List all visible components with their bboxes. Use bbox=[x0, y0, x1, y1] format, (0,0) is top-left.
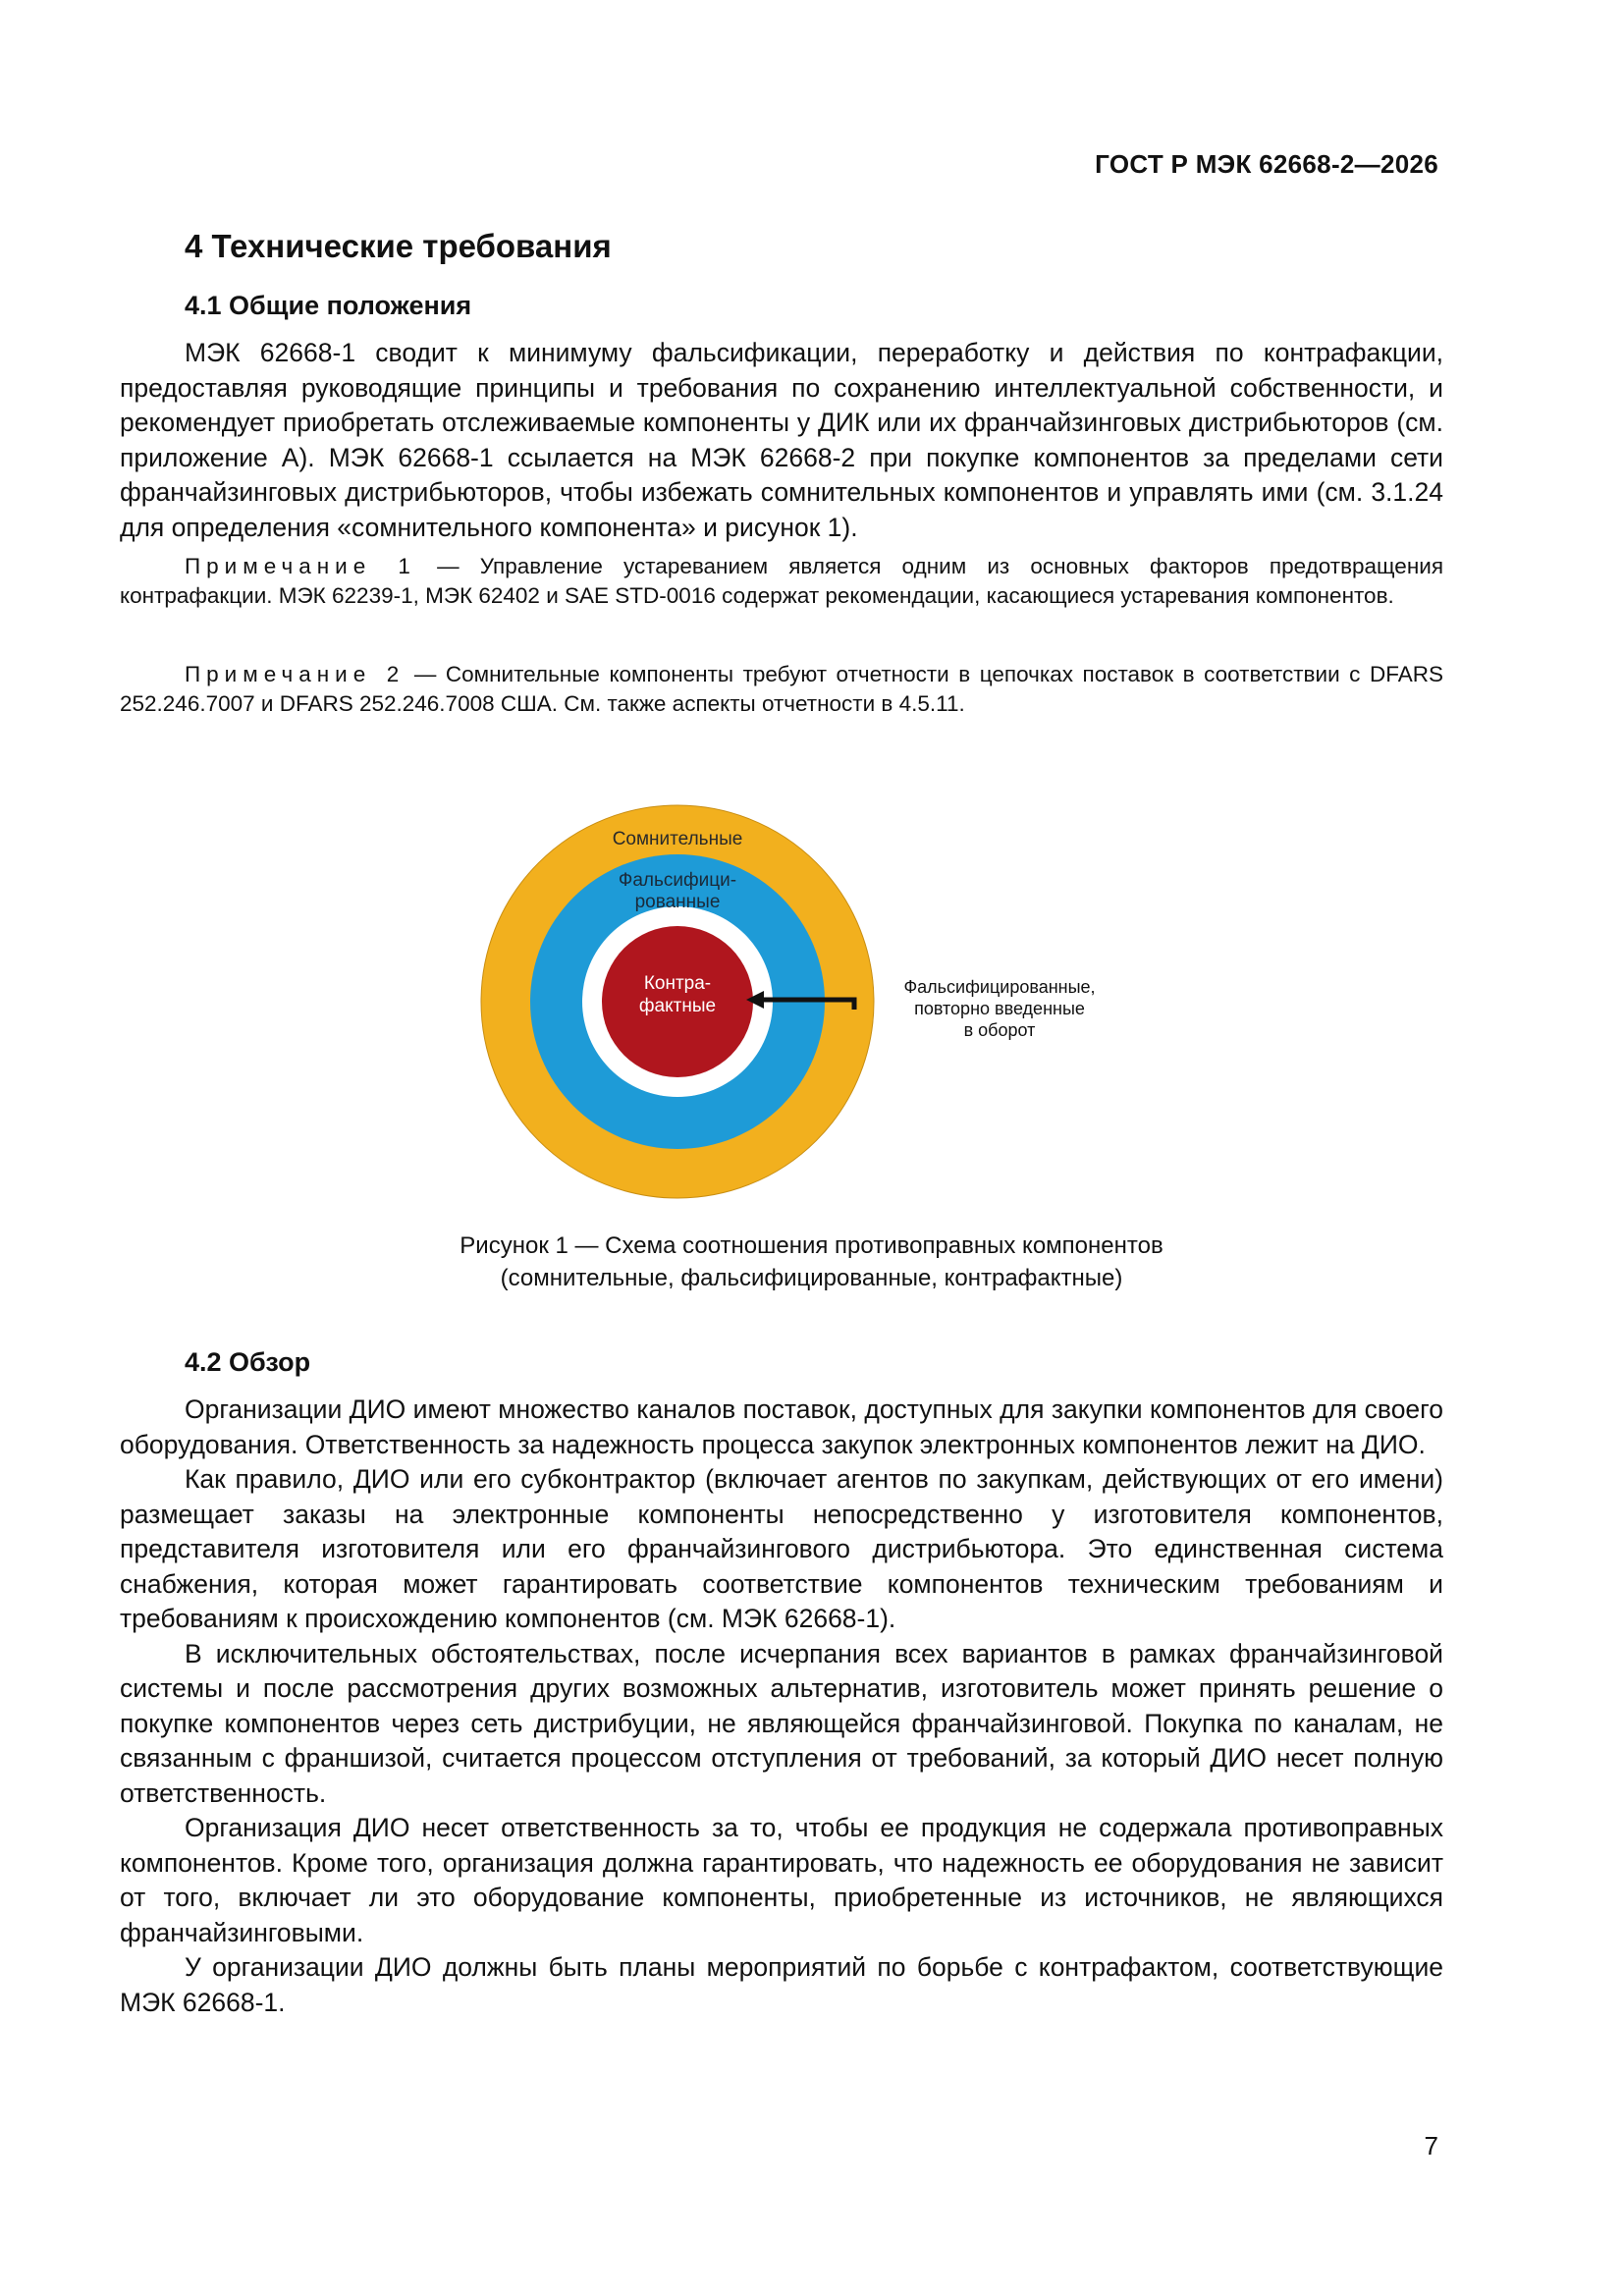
paragraph-4: Организация ДИО несет ответственность за то, чтобы ее продукция не содержала противоправных компонентов. Кроме того, организация должна гарантировать, что надежность ее оборудования не зависит от того, включает ли это оборудование компоненты, приобретенные из источников, не являющихся франчайзинговыми. bbox=[120, 1813, 1443, 1947]
figure-1 bbox=[461, 786, 1168, 1218]
subsection-4-1-paragraph bbox=[120, 336, 1443, 545]
paragraph-3: В исключительных обстоятельствах, после исчерпания всех вариантов в рамках франчайзинговой системы и после рассмотрения других возможных альтернатив, изготовитель может принять решение о покупке компонентов через сеть дистрибуции, не являющейся франчайзинговой. Покупка по каналам, не связанным с франшизой, считается процессом отступления от требований, за который ДИО несет полную ответственность. bbox=[120, 1638, 1443, 1808]
note-1-label: Примечание 1 bbox=[185, 554, 416, 578]
inner-circle-label-line-2: фактные bbox=[638, 996, 717, 1016]
figure-caption bbox=[0, 1230, 1623, 1294]
subsection-4-1-title: 4.1 Общие положения bbox=[185, 291, 472, 320]
note-2 bbox=[120, 660, 1443, 719]
paragraph-text: МЭК 62668-1 сводит к минимуму фальсификации, переработку и действия по контрафакции, предоставляя руководящие принципы и требования по сохранению интеллектуальной собственности, и рекомендует приобретать отслеживаемые компоненты у ДИК или их франчайзинговых дистрибьюторов (см. приложение А). МЭК 62668-1 ссылается на МЭК 62668-2 при покупке компонентов за пределами сети франчайзинговых дистрибьюторов, чтобы избежать сомнительных компонентов и управлять ими (см. 3.1.24 для определения «сомнительного компонента» и рисунок 1). bbox=[120, 338, 1443, 542]
section-title: 4 Технические требования bbox=[185, 228, 612, 264]
note-1 bbox=[120, 552, 1443, 611]
page-number: 7 bbox=[1424, 2131, 1438, 2160]
inner-circle-label-line-1: Контра- bbox=[643, 973, 712, 994]
arrow-label-line-2: повторно введенные bbox=[914, 999, 1085, 1018]
note-2-text: — Сомнительные компоненты требуют отчетности в цепочках поставок в соответствии с DFARS 252.246.7007 и DFARS 252.246.7008 США. См. также аспекты отчетности в 4.5.11. bbox=[120, 662, 1443, 716]
figure-caption-line-2: (сомнительные, фальсифицированные, контрафактные) bbox=[500, 1265, 1123, 1291]
paragraph-1: Организации ДИО имеют множество каналов поставок, доступных для закупки компонентов для своего оборудования. Ответственность за надежность процесса закупок электронных компонентов лежит на ДИО. bbox=[120, 1394, 1443, 1459]
subsection-4-2-body bbox=[120, 1393, 1443, 2020]
subsection-4-2-title: 4.2 Обзор bbox=[185, 1347, 311, 1377]
paragraph-2: Как правило, ДИО или его субконтрактор (включает агентов по закупкам, действующих от его имени) размещает заказы на электронные компоненты непосредственно у изготовителя компонентов, представителя изготовителя или его франчайзингового дистрибьютора. Это единственная система снабжения, которая может гарантировать соответствие компонентов техническим требованиям и требованиям к происхождению компонентов (см. МЭК 62668-1). bbox=[120, 1464, 1443, 1633]
note-2-label: Примечание 2 bbox=[185, 662, 406, 686]
nested-circles-diagram bbox=[461, 786, 1168, 1218]
note-1-text: — Управление устареванием является одним из основных факторов предотвращения контрафакции. МЭК 62239-1, МЭК 62402 и SAE STD-0016 содержат рекомендации, касающиеся устаревания компонентов. bbox=[120, 554, 1443, 608]
paragraph-5: У организации ДИО должны быть планы мероприятий по борьбе с контрафактом, соответствующие МЭК 62668-1. bbox=[120, 1952, 1443, 2017]
arrow-label-line-1: Фальсифицированные, bbox=[903, 977, 1096, 997]
standard-header: ГОСТ Р МЭК 62668-2—2026 bbox=[1095, 149, 1438, 179]
outer-ring-label: Сомнительные bbox=[612, 829, 743, 849]
arrow-label-line-3: в оборот bbox=[963, 1020, 1036, 1040]
middle-ring-label-line-2: рованные bbox=[634, 892, 721, 912]
figure-caption-line-1: Рисунок 1 — Схема соотношения противоправных компонентов bbox=[460, 1232, 1163, 1259]
middle-ring-label-line-1: Фальсифици- bbox=[618, 870, 737, 891]
